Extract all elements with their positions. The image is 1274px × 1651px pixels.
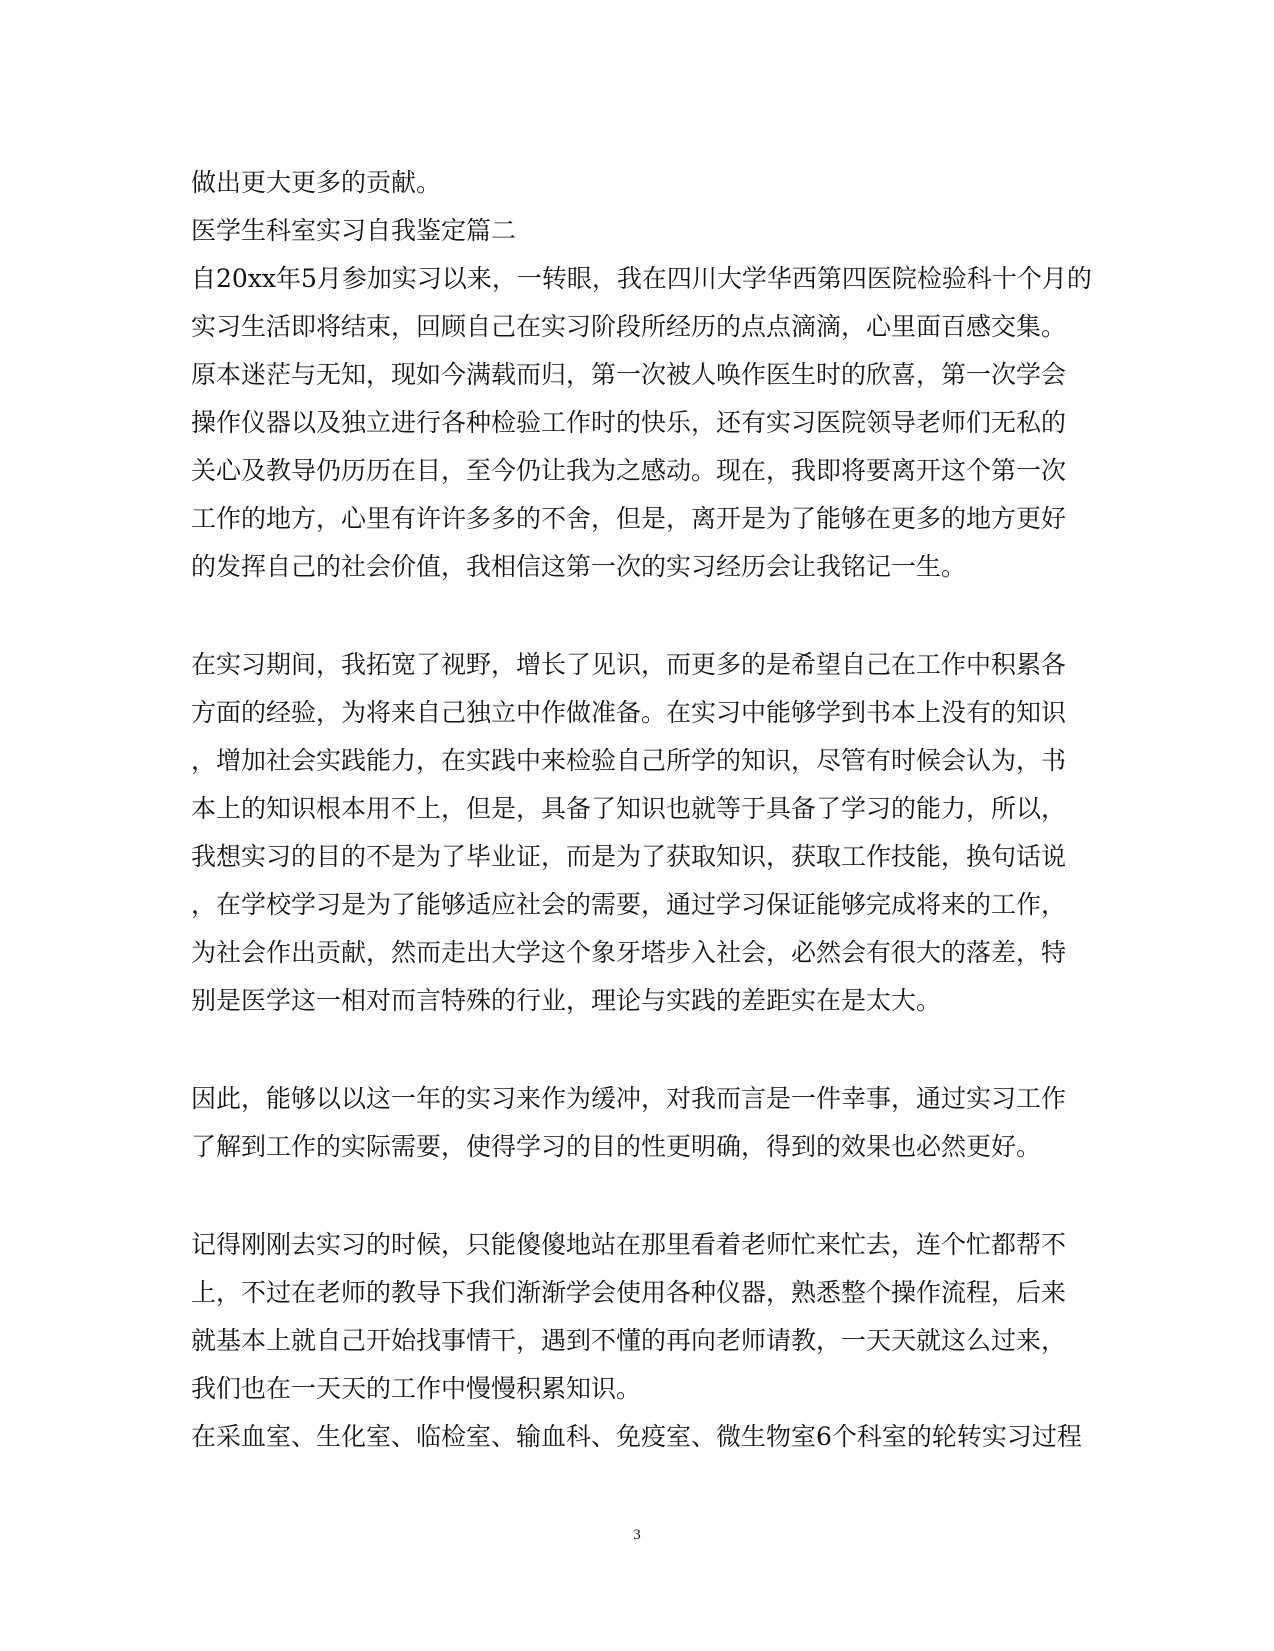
page-number: 3: [633, 1527, 641, 1543]
text-line: 的发挥自己的社会价值，我相信这第一次的实习经历会让我铭记一生。: [191, 552, 967, 581]
text-line: 别是医学这一相对而言特殊的行业，理论与实践的差距实在是太大。: [191, 986, 942, 1015]
text-line: 我想实习的目的不是为了毕业证，而是为了获取知识，获取工作技能，换句话说: [191, 842, 1067, 871]
text-line: 在实习期间，我拓宽了视野，增长了见识，而更多的是希望自己在工作中积累各: [191, 650, 1067, 679]
text-line: 方面的经验，为将来自己独立中作做准备。在实习中能够学到书本上没有的知识: [191, 698, 1067, 727]
paragraph-gap: [191, 1171, 1083, 1221]
text-line: 因此，能够以以这一年的实习来作为缓冲，对我而言是一件幸事，通过实习工作: [191, 1084, 1067, 1113]
text-line: 我们也在一天天的工作中慢慢积累知识。: [191, 1374, 642, 1403]
text-line: 实习生活即将结束，回顾自己在实习阶段所经历的点点滴滴，心里面百感交集。: [191, 312, 1067, 341]
text-line: 为社会作出贡献，然而走出大学这个象牙塔步入社会，必然会有很大的落差，特: [191, 938, 1067, 967]
text-line: ，在学校学习是为了能够适应社会的需要，通过学习保证能够完成将来的工作，: [191, 890, 1067, 919]
text-line: 工作的地方，心里有许许多多的不舍，但是，离开是为了能够在更多的地方更好: [191, 504, 1067, 533]
text-line: ，增加社会实践能力，在实践中来检验自己所学的知识，尽管有时候会认为，书: [191, 746, 1067, 775]
paragraph-gap: [191, 1025, 1083, 1075]
text-line: 做出更大更多的贡献。: [191, 168, 442, 197]
text-line: 原本迷茫与无知，现如今满载而归，第一次被人唤作医生时的欣喜，第一次学会: [191, 360, 1067, 389]
text-line: 了解到工作的实际需要，使得学习的目的性更明确，得到的效果也必然更好。: [191, 1132, 1042, 1161]
text-line: 上，不过在老师的教导下我们渐渐学会使用各种仪器，熟悉整个操作流程，后来: [191, 1278, 1067, 1307]
text-line: 关心及教导仍历历在目，至今仍让我为之感动。现在，我即将要离开这个第一次: [191, 456, 1067, 485]
paragraph-gap: [191, 591, 1083, 641]
text-line: 就基本上就自己开始找事情干，遇到不懂的再向老师请教，一天天就这么过来，: [191, 1326, 1067, 1355]
section-heading: 医学生科室实习自我鉴定篇二: [191, 216, 517, 245]
text-line: 自20xx年5月参加实习以来，一转眼，我在四川大学华西第四医院检验科十个月的: [191, 264, 1092, 293]
text-line: 操作仪器以及独立进行各种检验工作时的快乐，还有实习医院领导老师们无私的: [191, 408, 1067, 437]
text-line: 在采血室、生化室、临检室、输血科、免疫室、微生物室6个科室的轮转实习过程: [191, 1422, 1082, 1451]
text-line: 记得刚刚去实习的时候，只能傻傻地站在那里看着老师忙来忙去，连个忙都帮不: [191, 1230, 1067, 1259]
document-body: [191, 159, 1092, 1461]
text-line: 本上的知识根本用不上，但是，具备了知识也就等于具备了学习的能力，所以，: [191, 794, 1067, 823]
